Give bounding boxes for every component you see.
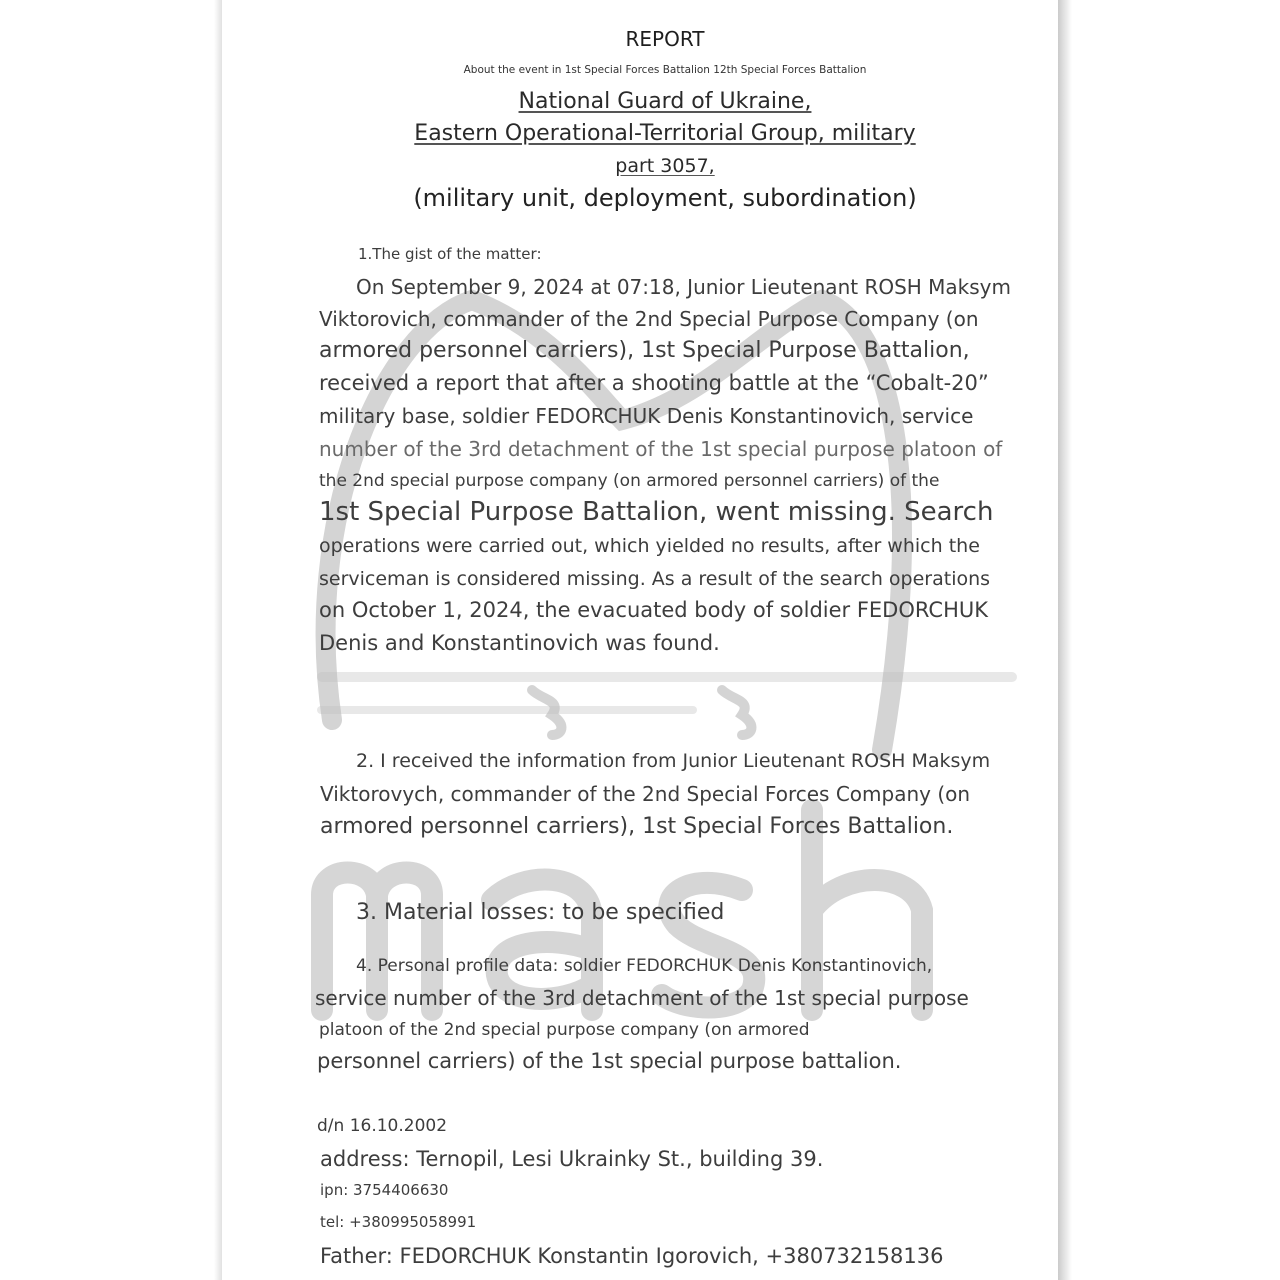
page-shadow-right (1058, 0, 1072, 1280)
section-3-line: 3. Material losses: to be specified (356, 900, 725, 925)
unit-line-3-text: part 3057, (615, 155, 715, 177)
redaction-smudge (317, 672, 1017, 682)
ipn: ipn: 3754406630 (320, 1181, 449, 1199)
father-info: Father: FEDORCHUK Konstantin Igorovich, +380732158136 (320, 1244, 944, 1268)
section-4-line: personnel carriers) of the 1st special purpose battalion. (317, 1049, 902, 1073)
section-1-line: On September 9, 2024 at 07:18, Junior Lieutenant ROSH Maksym (356, 275, 1011, 299)
unit-line-1-text: National Guard of Ukraine, (518, 89, 812, 114)
section-4-line: service number of the 3rd detachment of the 1st special purpose (315, 986, 969, 1010)
section-1-line: operations were carried out, which yielded no results, after which the (319, 535, 980, 557)
unit-line-1 (222, 89, 1058, 114)
section-1-line: number of the 3rd detachment of the 1st special purpose platoon of (319, 437, 1003, 461)
unit-caption: (military unit, deployment, subordination) (413, 184, 917, 212)
section-1-line: serviceman is considered missing. As a result of the search operations (319, 568, 991, 590)
address: address: Ternopil, Lesi Ukrainky St., building 39. (320, 1147, 824, 1171)
unit-line-2 (222, 121, 1058, 146)
section-1-heading: 1.The gist of the matter: (358, 245, 542, 263)
section-2-line: 2. I received the information from Junior Lieutenant ROSH Maksym (356, 750, 991, 772)
redaction-smudge (317, 706, 697, 714)
section-1-line: received a report that after a shooting battle at the “Cobalt-20” (319, 371, 989, 395)
report-subtitle: About the event in 1st Special Forces Battalion 12th Special Forces Battalion (463, 64, 867, 76)
section-1-line: military base, soldier FEDORCHUK Denis Konstantinovich, service (319, 404, 974, 428)
section-4-line: platoon of the 2nd special purpose company (on armored (319, 1020, 810, 1040)
report-title: REPORT (625, 27, 705, 51)
section-1-line: Denis and Konstantinovich was found. (319, 631, 720, 655)
date-of-birth: d/n 16.10.2002 (317, 1116, 448, 1136)
section-1-line: the 2nd special purpose company (on armored personnel carriers) of the (319, 471, 940, 491)
section-2-line: armored personnel carriers), 1st Special Forces Battalion. (320, 814, 954, 839)
unit-line-3 (222, 155, 1058, 177)
section-1-line: Viktorovich, commander of the 2nd Special Purpose Company (on (319, 307, 979, 331)
unit-line-2-text: Eastern Operational-Territorial Group, military (414, 121, 916, 146)
section-1-line: 1st Special Purpose Battalion, went missing. Search (319, 497, 994, 527)
section-1-line: armored personnel carriers), 1st Special Purpose Battalion, (319, 338, 970, 363)
telephone: tel: +380995058991 (320, 1213, 477, 1231)
document-page (222, 0, 1058, 1280)
section-4-line: 4. Personal profile data: soldier FEDORCHUK Denis Konstantinovich, (356, 956, 933, 976)
section-1-line: on October 1, 2024, the evacuated body of soldier FEDORCHUK (319, 598, 989, 622)
section-2-line: Viktorovych, commander of the 2nd Special Forces Company (on (320, 782, 971, 806)
